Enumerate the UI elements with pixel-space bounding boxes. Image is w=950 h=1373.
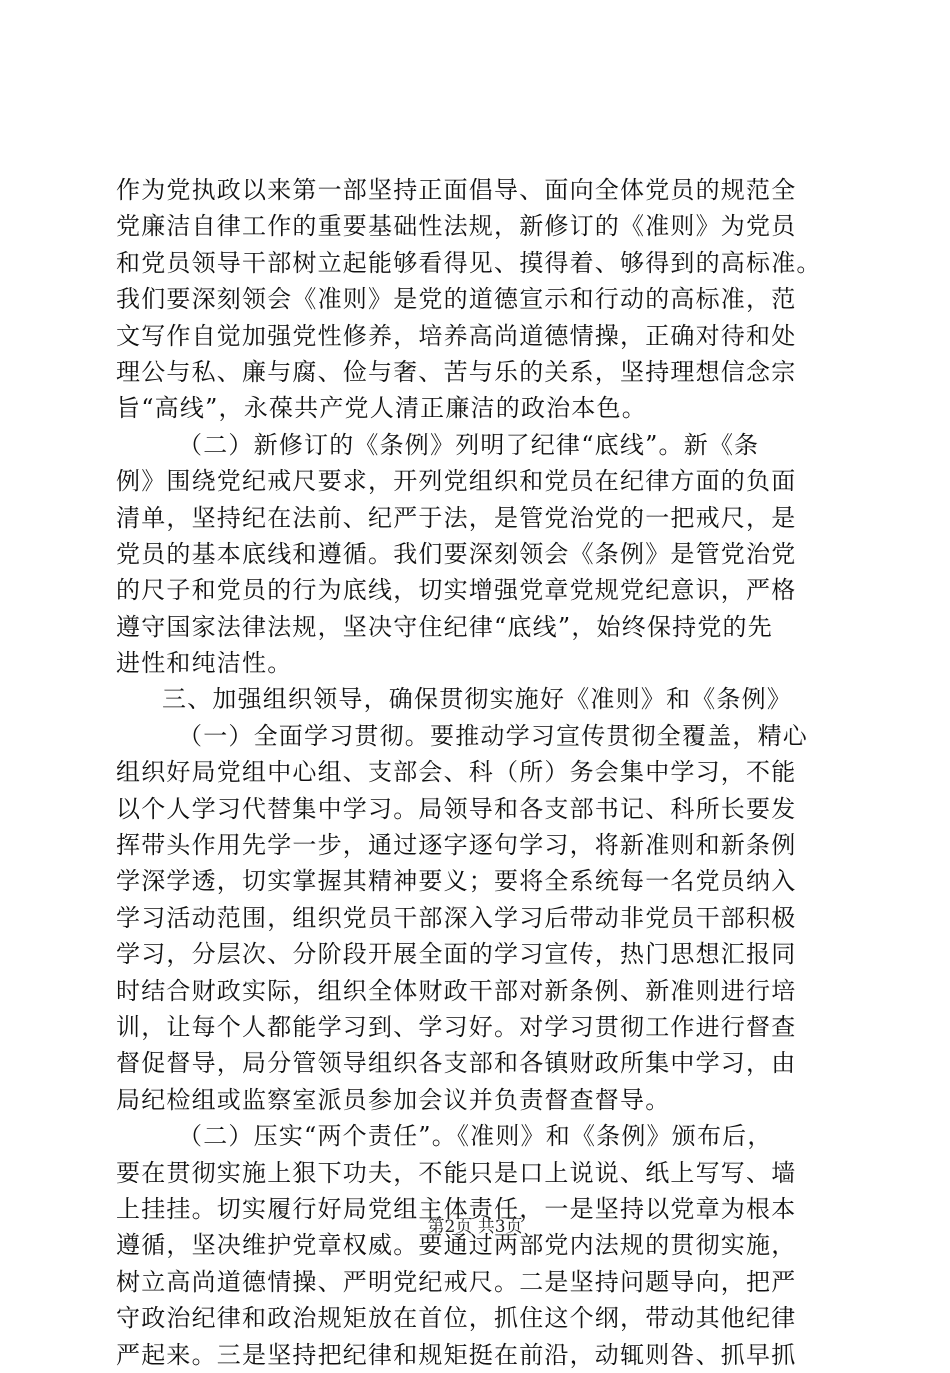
paragraph-5-line: 树立高尚道德情操、严明党纪戒尺。二是坚持问题导向，把严 bbox=[116, 1267, 797, 1296]
paragraph-2-line: 例》围绕党纪戒尺要求，开列党组织和党员在纪律方面的负面 bbox=[116, 467, 797, 496]
paragraph-4-line: 督促督导，局分管领导组织各支部和各镇财政所集中学习，由 bbox=[116, 1049, 797, 1078]
paragraph-1-line: 我们要深刻领会《准则》是党的道德宣示和行动的高标准，范 bbox=[116, 285, 797, 314]
paragraph-5-line: 严起来。三是坚持把纪律和规矩挺在前沿，动辄则咎、抓早抓 bbox=[116, 1340, 797, 1369]
paragraph-1-line: 和党员领导干部树立起能够看得见、摸得着、够得到的高标准。 bbox=[116, 248, 822, 277]
paragraph-1-line: 党廉洁自律工作的重要基础性法规，新修订的《准则》为党员 bbox=[116, 212, 797, 241]
paragraph-4-line: 挥带头作用先学一步，通过逐字逐句学习，将新准则和新条例 bbox=[116, 831, 797, 860]
paragraph-5-line: 上挂挂。切实履行好局党组主体责任，一是坚持以党章为根本 bbox=[116, 1194, 797, 1223]
paragraph-2-line: （二）新修订的《条例》列明了纪律“底线”。新《条 bbox=[178, 430, 760, 459]
page-footer: 第2页 共3页 bbox=[427, 1217, 523, 1237]
paragraph-5-line: 要在贯彻实施上狠下功夫，不能只是口上说说、纸上写写、墙 bbox=[116, 1158, 797, 1187]
paragraph-2-line: 党员的基本底线和遵循。我们要深刻领会《条例》是管党治党 bbox=[116, 539, 797, 568]
paragraph-2-line: 的尺子和党员的行为底线，切实增强党章党规党纪意识，严格 bbox=[116, 576, 797, 605]
paragraph-1-line: 文写作自觉加强党性修养，培养高尚道德情操，正确对待和处 bbox=[116, 321, 797, 350]
paragraph-5-line: 守政治纪律和政治规矩放在首位，抓住这个纲，带动其他纪律 bbox=[116, 1304, 797, 1333]
paragraph-4-line: 学深学透，切实掌握其精神要义；要将全系统每一名党员纳入 bbox=[116, 867, 797, 896]
paragraph-5-line: （二）压实“两个责任”。《准则》和《条例》颁布后， bbox=[178, 1122, 773, 1151]
paragraph-1-line: 旨“高线”，永葆共产党人清正廉洁的政治本色。 bbox=[116, 394, 647, 423]
paragraph-2-line: 进性和纯洁性。 bbox=[116, 649, 293, 678]
paragraph-4-line: 学习，分层次、分阶段开展全面的学习宣传，热门思想汇报同 bbox=[116, 940, 797, 969]
paragraph-1-line: 作为党执政以来第一部坚持正面倡导、面向全体党员的规范全 bbox=[116, 176, 797, 204]
paragraph-3-line: 三、加强组织领导，确保贯彻实施好《准则》和《条例》 bbox=[162, 685, 792, 714]
paragraph-2-line: 清单，坚持纪在法前、纪严于法，是管党治党的一把戒尺，是 bbox=[116, 503, 797, 532]
paragraph-2-line: 遵守国家法律法规，坚决守住纪律“底线”，始终保持党的先 bbox=[116, 612, 773, 641]
paragraph-4-line: （一）全面学习贯彻。要推动学习宣传贯彻全覆盖，精心 bbox=[178, 721, 808, 750]
paragraph-5-line: 遵循，坚决维护党章权威。要通过两部党内法规的贯彻实施， bbox=[116, 1231, 797, 1260]
body-text bbox=[116, 172, 836, 1373]
paragraph-4-line: 训，让每个人都能学习到、学习好。对学习贯彻工作进行督查 bbox=[116, 1012, 797, 1041]
paragraph-4-line: 组织好局党组中心组、支部会、科（所）务会集中学习，不能 bbox=[116, 758, 797, 787]
paragraph-4-line: 局纪检组或监察室派员参加会议并负责督查督导。 bbox=[116, 1085, 671, 1114]
paragraph-4-line: 时结合财政实际，组织全体财政干部对新条例、新准则进行培 bbox=[116, 976, 797, 1005]
paragraph-4-line: 以个人学习代替集中学习。局领导和各支部书记、科所长要发 bbox=[116, 794, 797, 823]
paragraph-1-line: 理公与私、廉与腐、俭与奢、苦与乐的关系，坚持理想信念宗 bbox=[116, 357, 797, 386]
paragraph-4-line: 学习活动范围，组织党员干部深入学习后带动非党员干部积极 bbox=[116, 903, 797, 932]
